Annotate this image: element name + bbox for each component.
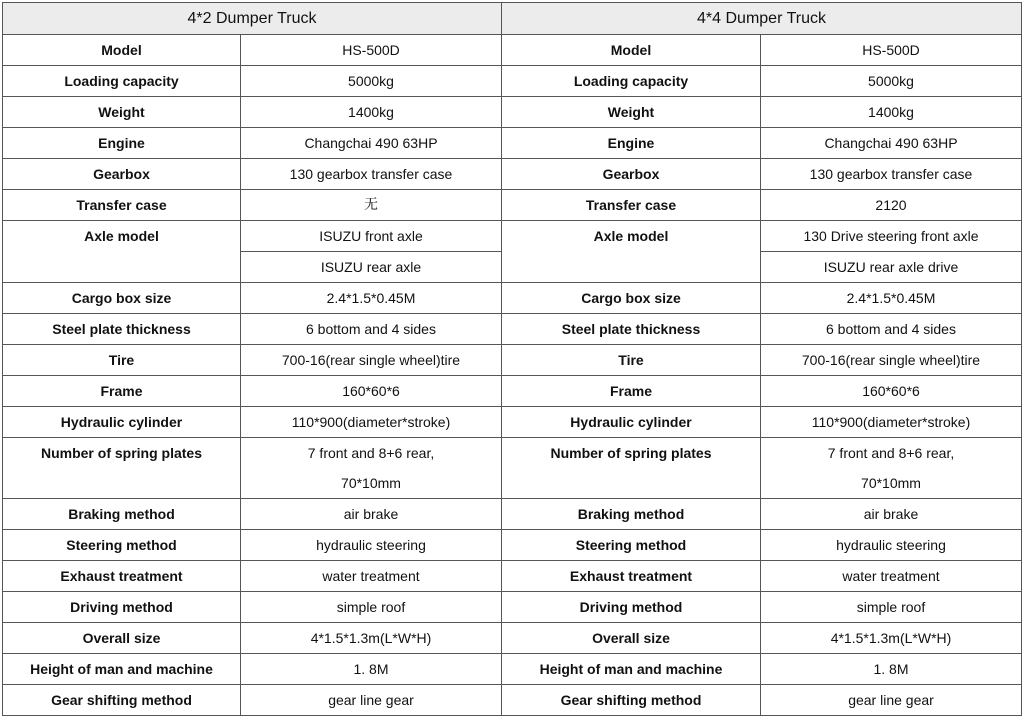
row-value-4x4: Changchai 490 63HP	[761, 128, 1022, 159]
row-label: Frame	[3, 376, 241, 407]
table-row	[3, 623, 1022, 654]
row-label: Hydraulic cylinder	[3, 407, 241, 438]
row-value-4x2: 5000kg	[241, 66, 502, 97]
row-label: Steering method	[502, 530, 761, 561]
spec-table	[2, 2, 1022, 716]
header-4x2: 4*2 Dumper Truck	[3, 3, 502, 35]
row-value-4x2: gear line gear	[241, 685, 502, 716]
row-label: Loading capacity	[502, 66, 761, 97]
row-value-4x4: 5000kg	[761, 66, 1022, 97]
row-label: Steering method	[3, 530, 241, 561]
table-row	[3, 654, 1022, 685]
table-row	[3, 190, 1022, 221]
row-value-4x4: 130 Drive steering front axle	[761, 221, 1022, 252]
row-label: Tire	[3, 345, 241, 376]
row-label: Gear shifting method	[3, 685, 241, 716]
row-value-4x2: Changchai 490 63HP	[241, 128, 502, 159]
row-label: Steel plate thickness	[502, 314, 761, 345]
row-label: Hydraulic cylinder	[502, 407, 761, 438]
row-value-4x4: 4*1.5*1.3m(L*W*H)	[761, 623, 1022, 654]
row-label: Tire	[502, 345, 761, 376]
row-label: Engine	[502, 128, 761, 159]
row-value-4x4: 700-16(rear single wheel)tire	[761, 345, 1022, 376]
row-value-4x2: 4*1.5*1.3m(L*W*H)	[241, 623, 502, 654]
row-value-4x2	[241, 438, 502, 499]
row-label: Braking method	[502, 499, 761, 530]
table-row	[3, 407, 1022, 438]
row-label: Gear shifting method	[502, 685, 761, 716]
row-label: Cargo box size	[3, 283, 241, 314]
row-value-4x4: 1400kg	[761, 97, 1022, 128]
row-value-4x2: 2.4*1.5*0.45M	[241, 283, 502, 314]
table-row	[3, 499, 1022, 530]
row-label: Number of spring plates	[3, 438, 241, 499]
row-label: Height of man and machine	[3, 654, 241, 685]
row-label: Height of man and machine	[502, 654, 761, 685]
row-label: Gearbox	[502, 159, 761, 190]
row-value-line: 70*10mm	[861, 475, 921, 491]
row-label: Transfer case	[502, 190, 761, 221]
row-value-4x2: water treatment	[241, 561, 502, 592]
table-row	[3, 561, 1022, 592]
row-value-4x4: hydraulic steering	[761, 530, 1022, 561]
row-label: Exhaust treatment	[3, 561, 241, 592]
row-value-4x4: ISUZU rear axle drive	[761, 252, 1022, 283]
row-label: Driving method	[3, 592, 241, 623]
row-value-4x4: simple roof	[761, 592, 1022, 623]
row-value-line: 7 front and 8+6 rear,	[827, 445, 955, 461]
row-label: Braking method	[3, 499, 241, 530]
row-label: Engine	[3, 128, 241, 159]
row-value-4x2: 1400kg	[241, 97, 502, 128]
row-label: Model	[502, 35, 761, 66]
row-value-4x4: 1. 8M	[761, 654, 1022, 685]
row-value-4x4: water treatment	[761, 561, 1022, 592]
row-value-4x4: 110*900(diameter*stroke)	[761, 407, 1022, 438]
row-value-4x2: 1. 8M	[241, 654, 502, 685]
row-value-4x4: 130 gearbox transfer case	[761, 159, 1022, 190]
row-value-4x2: hydraulic steering	[241, 530, 502, 561]
row-label: Driving method	[502, 592, 761, 623]
row-label: Cargo box size	[502, 283, 761, 314]
row-label: Exhaust treatment	[502, 561, 761, 592]
header-4x4: 4*4 Dumper Truck	[502, 3, 1022, 35]
row-label: Frame	[502, 376, 761, 407]
table-row	[3, 66, 1022, 97]
table-row	[3, 35, 1022, 66]
row-label: Weight	[502, 97, 761, 128]
row-value-4x4: gear line gear	[761, 685, 1022, 716]
table-row	[3, 221, 1022, 252]
row-value-4x2: air brake	[241, 499, 502, 530]
row-label: Axle model	[3, 221, 241, 283]
row-value-4x2: 无	[241, 190, 502, 221]
row-value-4x2: 700-16(rear single wheel)tire	[241, 345, 502, 376]
table-row	[3, 345, 1022, 376]
row-value-4x4: 160*60*6	[761, 376, 1022, 407]
row-label: Steel plate thickness	[3, 314, 241, 345]
row-value-4x4: air brake	[761, 499, 1022, 530]
table-row	[3, 592, 1022, 623]
table-row	[3, 283, 1022, 314]
row-value-4x2: ISUZU front axle	[241, 221, 502, 252]
row-label: Overall size	[3, 623, 241, 654]
row-value-4x4: 6 bottom and 4 sides	[761, 314, 1022, 345]
row-label: Transfer case	[3, 190, 241, 221]
header-row	[3, 3, 1022, 35]
row-label: Loading capacity	[3, 66, 241, 97]
row-value-line: 70*10mm	[341, 475, 401, 491]
row-value-4x2: 130 gearbox transfer case	[241, 159, 502, 190]
table-row	[3, 159, 1022, 190]
table-row	[3, 314, 1022, 345]
row-label: Gearbox	[3, 159, 241, 190]
table-row	[3, 685, 1022, 716]
row-label: Number of spring plates	[502, 438, 761, 499]
row-label: Overall size	[502, 623, 761, 654]
row-value-4x2: HS-500D	[241, 35, 502, 66]
row-label: Axle model	[502, 221, 761, 283]
row-value-4x2: 6 bottom and 4 sides	[241, 314, 502, 345]
row-value-line: 7 front and 8+6 rear,	[307, 445, 435, 461]
row-value-4x4: 2120	[761, 190, 1022, 221]
table-row	[3, 128, 1022, 159]
row-value-4x4: HS-500D	[761, 35, 1022, 66]
table-row	[3, 376, 1022, 407]
row-value-4x4: 2.4*1.5*0.45M	[761, 283, 1022, 314]
table-row	[3, 530, 1022, 561]
row-label: Weight	[3, 97, 241, 128]
row-value-4x2: ISUZU rear axle	[241, 252, 502, 283]
row-value-4x2: 110*900(diameter*stroke)	[241, 407, 502, 438]
row-label: Model	[3, 35, 241, 66]
row-value-4x2: 160*60*6	[241, 376, 502, 407]
row-value-4x2: simple roof	[241, 592, 502, 623]
table-row	[3, 438, 1022, 499]
table-row	[3, 97, 1022, 128]
row-value-4x4	[761, 438, 1022, 499]
